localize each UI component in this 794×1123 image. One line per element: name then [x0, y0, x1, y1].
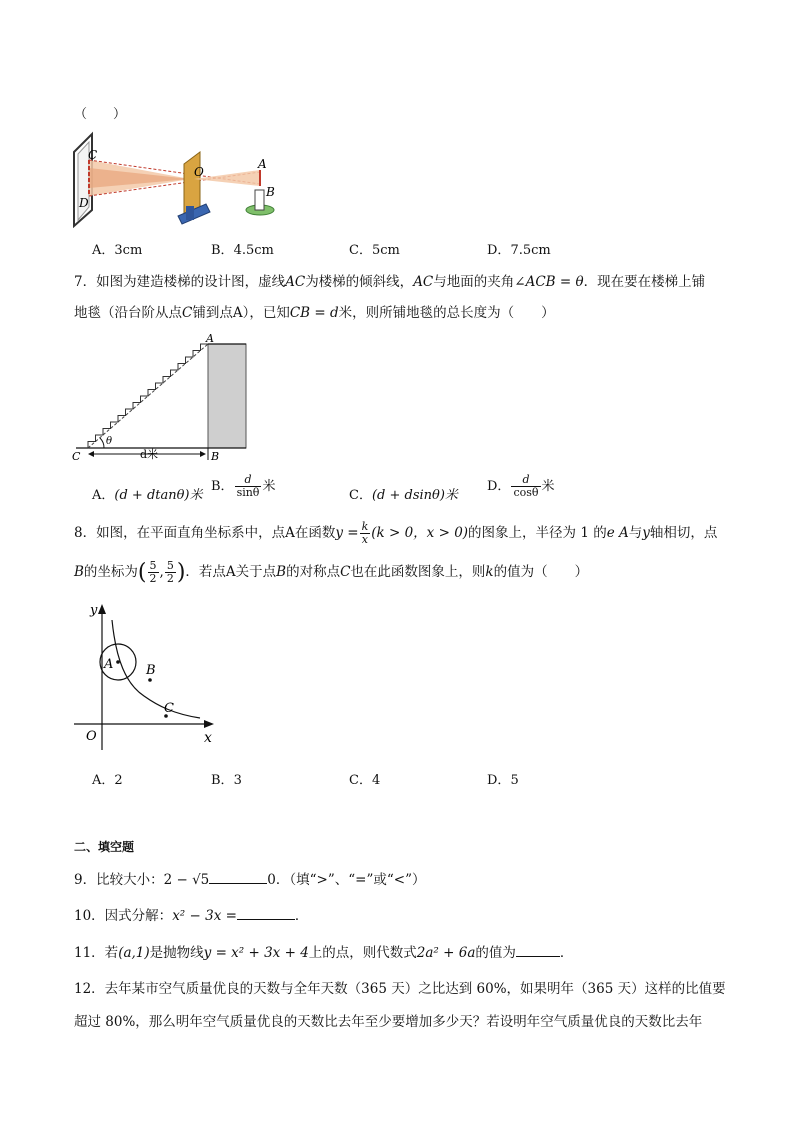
q9-line: 9．比较大小：2 − √5 0．（填“>”、“=”或“<”）: [74, 872, 426, 888]
q7-option-b[interactable]: B． $\frac{d}{\sin\theta}$ 米: [211, 473, 276, 499]
q6-option-a[interactable]: A．3cm: [92, 243, 143, 258]
q7-stem-line1: 7．如图为建造楼梯的设计图，虚线AC为楼梯的倾斜线，AC与地面的夹角∠ACB = θ．现在要在楼梯上铺: [74, 274, 706, 290]
q7-option-c[interactable]: C．(d + dsinθ)米: [349, 488, 458, 503]
q9-answer-blank[interactable]: [209, 871, 267, 884]
q7-label-A: A: [206, 332, 214, 345]
q8-label-A: A: [104, 657, 114, 672]
q12-line1: 12．去年某市空气质量优良的天数与全年天数（365 天）之比达到 60%，如果明年（365 天）这样的比值要: [74, 981, 726, 997]
q6-option-c[interactable]: C．5cm: [349, 243, 400, 258]
q7-option-a[interactable]: A．(d + dtanθ)米: [92, 488, 203, 503]
q12-line2: 超过 80%，那么明年空气质量优良的天数比去年至少要增加多少天？若设明年空气质量优良的天数比去年: [74, 1014, 703, 1030]
q7-stem-line2: 地毯（沿台阶从点C铺到点A），已知CB = d米，则所铺地毯的总长度为（ ）: [74, 305, 555, 321]
q8-figure-coordinate: [70, 600, 230, 760]
q8-option-c[interactable]: C．4: [349, 773, 381, 788]
q8-stem-line2: B的坐标为( $\frac{5}{2}$ , $\frac{5}{2}$ )．若点A关于点B的对称点C也在此函数图象上，则k的值为（ ）: [74, 559, 589, 585]
q8-label-C: C: [164, 701, 174, 716]
q6-figure-pinhole: [70, 124, 280, 228]
q11-answer-blank[interactable]: [516, 944, 560, 957]
q8-label-B: B: [146, 663, 156, 678]
q11-line: 11．若(a,1)是抛物线y = x² + 3x + 4上的点，则代数式2a² + 6a的值为 ．: [74, 945, 574, 961]
q10-answer-blank[interactable]: [237, 907, 295, 920]
q8-label-O: O: [86, 729, 97, 744]
q8-option-a[interactable]: A．2: [92, 773, 123, 788]
q8-option-b[interactable]: B．3: [211, 773, 242, 788]
q8-stem-line1: 8．如图，在平面直角坐标系中，点A在函数y = $\frac{k}{x}$ (k > 0，x > 0)的图象上，半径为 1 的e A与y轴相切，点: [74, 520, 718, 546]
q6-option-b[interactable]: B．4.5cm: [211, 243, 274, 258]
q7-option-d[interactable]: D． $\frac{d}{\cos\theta}$ 米: [487, 473, 555, 499]
q6-label-D: D: [79, 196, 89, 210]
q8-option-d[interactable]: D．5: [487, 773, 519, 788]
q7-label-C: C: [72, 450, 81, 463]
q7-stair-steps: [88, 344, 208, 448]
q6-label-A: A: [258, 157, 267, 171]
q7-label-theta: θ: [106, 436, 113, 447]
q6-label-B: B: [266, 185, 275, 199]
q7-label-d: d米: [140, 448, 159, 461]
q7-label-B: B: [211, 450, 220, 463]
section-fill-in-blank-title: 二、填空题: [74, 840, 135, 854]
q8-label-x: x: [204, 730, 212, 746]
q8-label-y: y: [90, 603, 98, 618]
q6-option-d[interactable]: D．7.5cm: [487, 243, 551, 258]
q6-answer-paren: （ ）: [74, 107, 127, 122]
q6-label-C: C: [88, 148, 98, 162]
q7-figure-staircase: [70, 332, 255, 464]
q6-label-O: O: [194, 165, 204, 179]
q10-line: 10．因式分解：x² − 3x = ．: [74, 908, 309, 924]
